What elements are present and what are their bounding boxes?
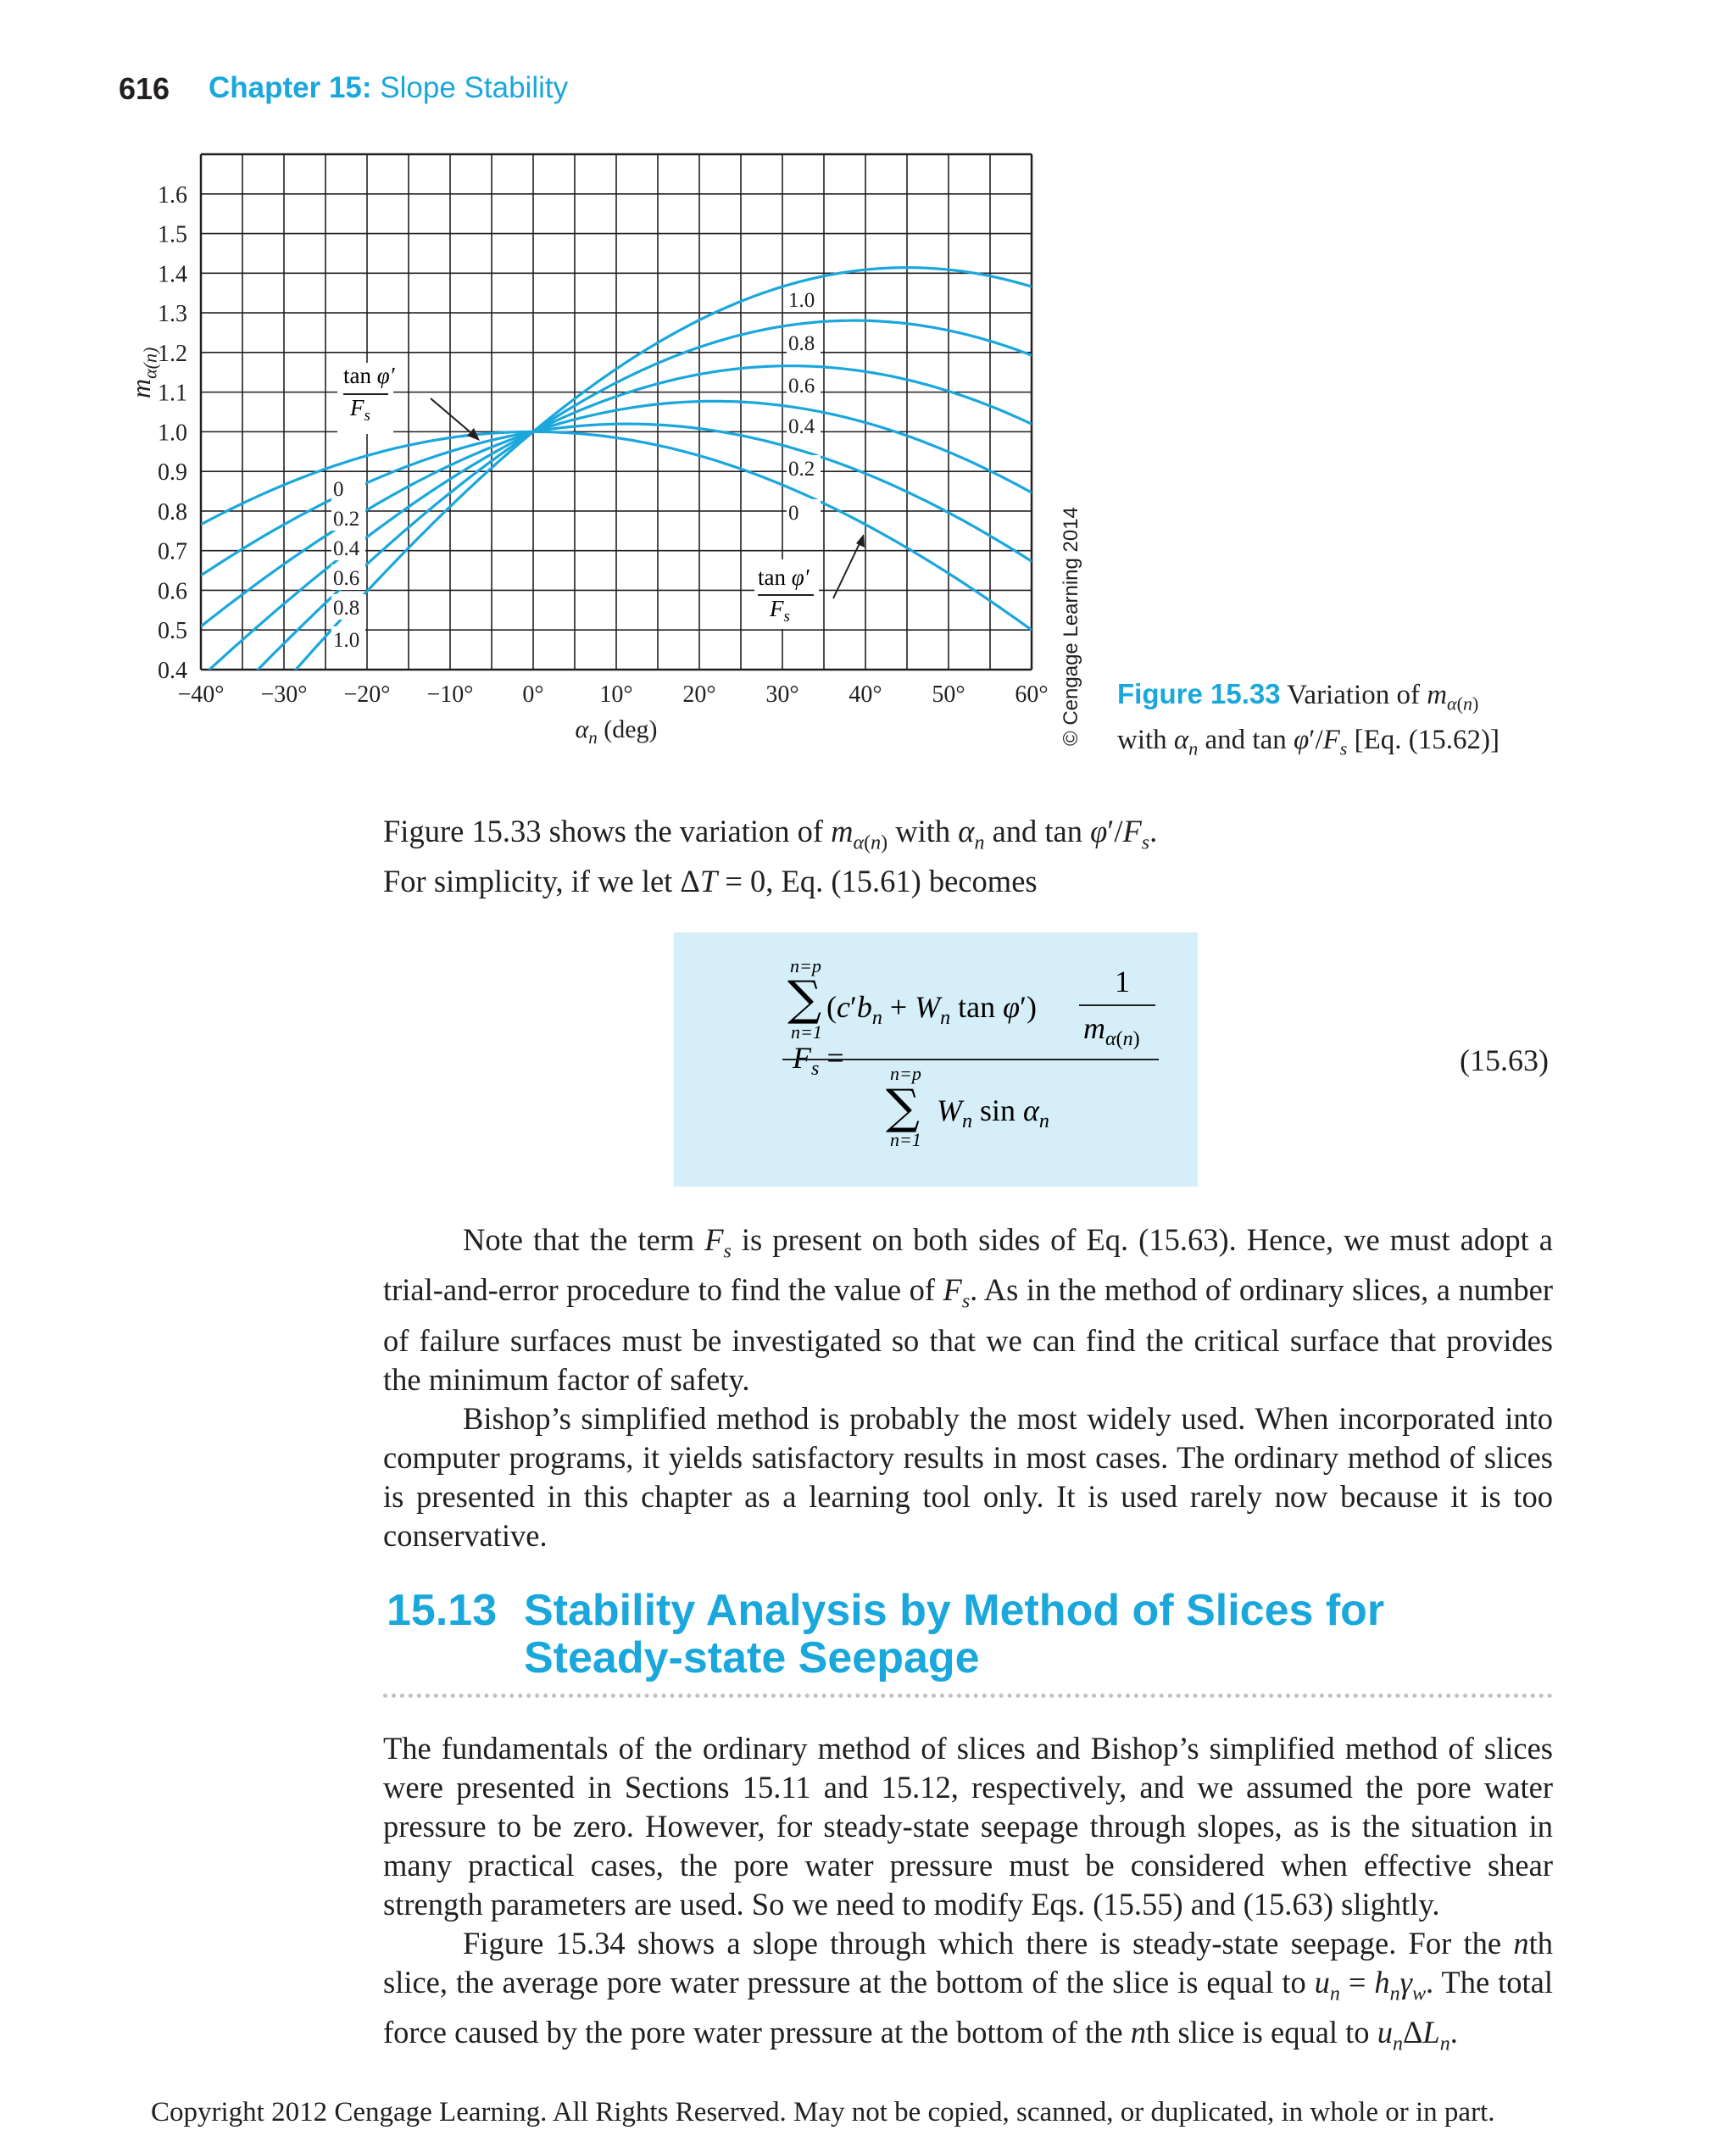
figure-caption-label: Figure 15.33 — [1117, 678, 1281, 709]
figure-caption: Figure 15.33 Variation of $m_{\alpha(n)}$ with $\alpha_n$ and $\tan \varphi'/F_s$ [Eq. (15.62)] — [1117, 678, 1500, 759]
body-paragraphs-1 — [383, 1221, 1553, 1555]
svg-text:Fs =: $F_s$ = — [793, 1041, 844, 1080]
section-heading — [387, 1587, 1384, 1682]
section-title-line2: Steady-state Seepage — [524, 1633, 980, 1683]
y-tick-label: 0.6 — [158, 578, 187, 605]
svg-text:∑: ∑ — [886, 1080, 920, 1135]
x-tick-label: −30° — [260, 681, 308, 708]
svg-text:mα(n): $m_\alpha(n)$ — [1083, 1011, 1140, 1050]
x-tick-label: 60° — [1015, 681, 1049, 708]
x-tick-label: 50° — [932, 681, 965, 708]
equation-15-63 — [674, 932, 1198, 1187]
curve-label-right-den: $F_s$ — [770, 596, 790, 626]
y-tick-label: 0.8 — [158, 498, 187, 526]
curve-label-right-num: tan φ′ — [758, 565, 810, 590]
chart-grid — [201, 154, 1032, 670]
curve-value-label-right: 0.6 — [788, 375, 815, 398]
paragraph: Figure 15.34 shows a slope through which there is steady-state seepage. For the nth slice, the average pore water pressure at the bottom of the slice is equal to $u_n = h_n\gamma_w$. The total force caused by the pore water pressure at the bottom of the nth slice is equal to $u_n\Delta L_n$. — [383, 1926, 1553, 2055]
y-tick-label: 1.2 — [158, 340, 187, 367]
arrow-right-head — [856, 534, 865, 548]
y-tick-label: 1.5 — [158, 221, 187, 248]
x-tick-label: 20° — [682, 681, 716, 708]
curve-label-left-den: $F_s$ — [350, 395, 370, 425]
chapter-label: Chapter 15: — [209, 71, 372, 104]
svg-text:n=p: n=p — [790, 955, 821, 976]
curve-value-label-right: 1.0 — [788, 289, 815, 312]
curve-label-left-num: tan φ′ — [343, 363, 395, 388]
paragraph: Bishop’s simplified method is probably the most widely used. When incorporated into computer programs, it yields satisfactory results in most cases. The ordinary method of slices is presented in this chapter as a learning tool only. It is used rarely now because it is too conservative. — [383, 1400, 1553, 1553]
y-tick-label: 1.3 — [158, 301, 187, 328]
svg-text:(c′bn + Wn tan φ′): ($c'b_n + W_n$ tan φ′) — [826, 990, 1037, 1029]
curve-value-label-right: 0 — [788, 502, 799, 525]
svg-text:Wn sin αn: $W_n$ $\sin \alpha_n$ — [937, 1093, 1049, 1132]
curve-value-label-left: 0.6 — [333, 567, 360, 590]
curve-value-label-left: 0 — [333, 478, 344, 501]
intro-text: Figure 15.33 shows the variation of $m_{\alpha(n)}$ with $\alpha_n$ and $\tan \varphi'/F_s$. For simplicity, if we let ΔT = 0, Eq. (15.61) becomes — [383, 814, 1158, 899]
curve-value-label-right: 0.4 — [788, 415, 815, 438]
svg-text:n=1: n=1 — [791, 1021, 822, 1043]
curve-value-label-left: 0.8 — [333, 597, 360, 620]
x-tick-label: 40° — [849, 681, 882, 708]
svg-text:∑: ∑ — [787, 971, 821, 1026]
section-title-line1: Stability Analysis by Method of Slices for — [524, 1586, 1385, 1635]
curve-value-label-left: 0.2 — [333, 508, 360, 531]
x-tick-label: −40° — [177, 681, 225, 708]
x-tick-label: 30° — [765, 681, 799, 708]
x-tick-label: 10° — [599, 681, 633, 708]
y-tick-label: 1.6 — [158, 181, 187, 209]
body-paragraphs-2 — [383, 1729, 1553, 2064]
y-tick-label: 0.7 — [158, 538, 187, 565]
y-tick-label: 0.4 — [158, 658, 187, 684]
copyright-footer: Copyright 2012 Cengage Learning. All Rights Reserved. May not be copied, scanned, or duplicated, in whole or in part. — [151, 2097, 1495, 2128]
arrow-right-line — [833, 540, 861, 598]
equation-number: (15.63) — [1460, 1043, 1549, 1077]
svg-text:n=1: n=1 — [890, 1129, 921, 1150]
page-number: 616 — [119, 71, 170, 106]
y-tick-label: 0.5 — [158, 618, 187, 645]
y-tick-label: 0.9 — [158, 459, 187, 487]
y-axis-title: $m_{\alpha(n)}$ — [125, 347, 161, 398]
curve-value-label-right: 0.8 — [788, 332, 815, 355]
chapter-title: Slope Stability — [380, 71, 569, 104]
svg-text:n=p: n=p — [890, 1063, 921, 1084]
section-rule — [383, 1694, 1553, 1698]
curve-value-label-left: 1.0 — [333, 629, 360, 652]
y-tick-label: 1.1 — [158, 380, 187, 407]
curve-value-label-right: 0.2 — [788, 458, 815, 481]
y-tick-label: 1.4 — [158, 261, 187, 288]
equation-box — [674, 932, 1198, 1187]
m-alpha-chart — [0, 0, 1102, 763]
x-tick-label: −20° — [343, 681, 391, 708]
figure-copyright: © Cengage Learning 2014 — [1060, 507, 1082, 746]
section-number: 15.13 — [387, 1586, 498, 1635]
x-tick-label: −10° — [426, 681, 474, 708]
paragraph: The fundamentals of the ordinary method of slices and Bishop’s simplified method of slices were presented in Sections 15.11 and 15.12, respectively, and we assumed the pore water pressure to be zero. However, for steady-state seepage through slopes, as is the situation in many practical cases, the pore water pressure must be considered when effective shear strength parameters are used. So we need to modify Eqs. (15.55) and (15.63) slightly. — [383, 1731, 1553, 1922]
paragraph: Note that the term $F_s$ is present on both sides of Eq. (15.63). Hence, we must adopt a trial-and-error procedure to find the value of $F_s$. As in the method of ordinary slices, a number of failure surfaces must be investigated so that we can find the critical surface that provides the minimum factor of safety. — [383, 1222, 1553, 1397]
y-tick-label: 1.0 — [158, 420, 187, 447]
x-tick-label: 0° — [522, 681, 544, 708]
svg-text:1: 1 — [1115, 965, 1130, 998]
x-axis-title: $\alpha_n$ (deg) — [575, 715, 658, 748]
curve-value-label-left: 0.4 — [333, 537, 360, 560]
